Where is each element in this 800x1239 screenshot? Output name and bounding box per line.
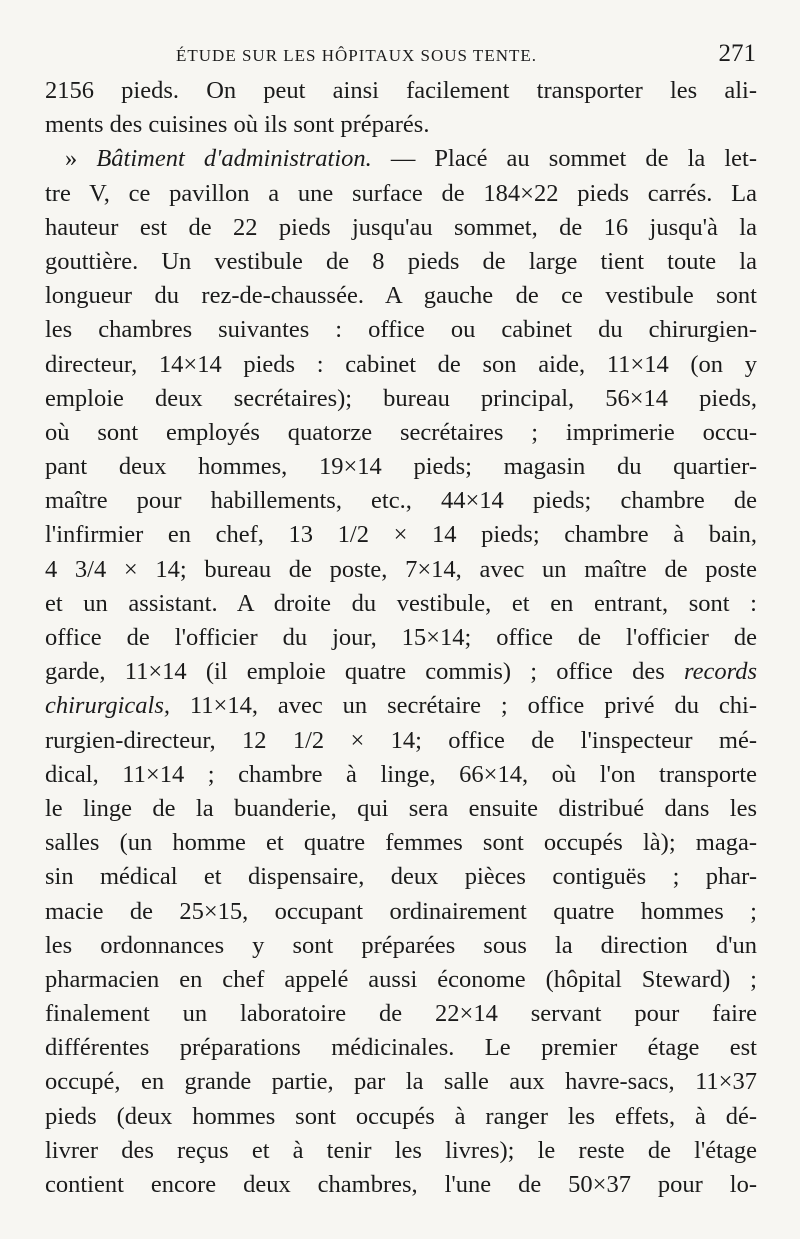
text-line: les ordonnances y sont préparées sous la direction d'un xyxy=(45,931,757,959)
text-line: longueur du rez-de-chaussée. A gauche de ce vestibule sont xyxy=(45,282,757,310)
text-line: garde, 11×14 (il emploie quatre commis) ; office des records xyxy=(45,658,757,686)
text-line: macie de 25×15, occupant ordinairement quatre hommes ; xyxy=(45,897,757,925)
page-header xyxy=(46,36,756,70)
text-line: gouttière. Un vestibule de 8 pieds de large tient toute la xyxy=(45,247,757,275)
text-line: où sont employés quatorze secrétaires ; imprimerie occu- xyxy=(45,418,757,446)
text-line: livrer des reçus et à tenir les livres); le reste de l'étage xyxy=(45,1136,757,1164)
body-text xyxy=(45,74,757,1202)
text-line: maître pour habillements, etc., 44×14 pieds; chambre de xyxy=(45,487,757,515)
text-line: le linge de la buanderie, qui sera ensuite distribué dans les xyxy=(45,794,757,822)
running-title: ÉTUDE SUR LES HÔPITAUX SOUS TENTE. xyxy=(176,46,537,65)
text-line: 4 3/4 × 14; bureau de poste, 7×14, avec un maître de poste xyxy=(45,555,757,583)
text-line: ments des cuisines où ils sont préparés. xyxy=(45,111,430,139)
text-line: salles (un homme et quatre femmes sont occupés là); maga- xyxy=(45,829,757,857)
text-line: tre V, ce pavillon a une surface de 184×22 pieds carrés. La xyxy=(45,179,757,207)
text-line: l'infirmier en chef, 13 1/2 × 14 pieds; chambre à bain, xyxy=(45,521,757,549)
text-line: rurgien-directeur, 12 1/2 × 14; office de l'inspecteur mé- xyxy=(45,726,757,754)
text-line: sin médical et dispensaire, deux pièces contiguës ; phar- xyxy=(45,863,757,891)
text-line: pharmacien en chef appelé aussi économe (hôpital Steward) ; xyxy=(45,965,757,993)
text-line: finalement un laboratoire de 22×14 servant pour faire xyxy=(45,1000,757,1028)
text-line: contient encore deux chambres, l'une de 50×37 pour lo- xyxy=(45,1171,757,1198)
text-line: directeur, 14×14 pieds : cabinet de son aide, 11×14 (on y xyxy=(45,350,757,378)
text-line: dical, 11×14 ; chambre à linge, 66×14, où l'on transporte xyxy=(45,760,757,788)
text-line: hauteur est de 22 pieds jusqu'au sommet, de 16 jusqu'à la xyxy=(45,213,757,241)
text-line: et un assistant. A droite du vestibule, et en entrant, sont : xyxy=(45,589,757,617)
text-line: pieds (deux hommes sont occupés à ranger les effets, à dé- xyxy=(45,1102,757,1130)
text-line: les chambres suivantes : office ou cabinet du chirurgien- xyxy=(45,316,757,344)
text-line: office de l'officier du jour, 15×14; office de l'officier de xyxy=(45,624,757,651)
text-line: différentes préparations médicinales. Le premier étage est xyxy=(45,1034,757,1062)
text-line: » Bâtiment d'administration. — Placé au sommet de la let- xyxy=(65,145,758,173)
text-line: chirurgicals, 11×14, avec un secrétaire ; office privé du chi- xyxy=(45,692,757,720)
page-number: 271 xyxy=(718,40,756,67)
text-line: 2156 pieds. On peut ainsi facilement transporter les ali- xyxy=(45,77,757,104)
text-line: emploie deux secrétaires); bureau principal, 56×14 pieds, xyxy=(45,384,757,412)
text-line: occupé, en grande partie, par la salle aux havre-sacs, 11×37 xyxy=(45,1068,757,1096)
text-line: pant deux hommes, 19×14 pieds; magasin du quartier- xyxy=(45,453,757,481)
